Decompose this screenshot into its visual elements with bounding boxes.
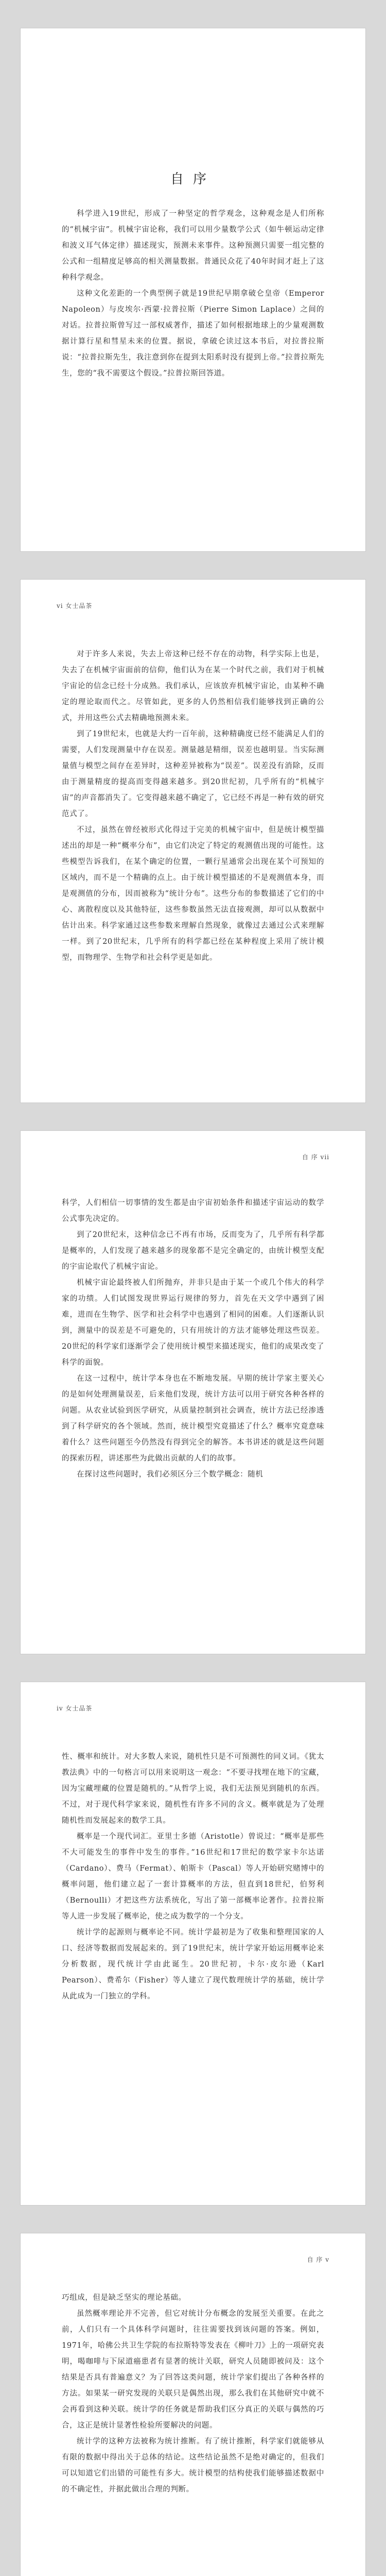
paragraph: 在这一过程中，统计学本身也在不断地发展。早期的统计学家主要关心的是如何处理测量误差，后来他们发现，统计方法可以用于研究各种各样的问题。从农业试验到医学研究，从质量控制到社会调查，统计方法已经渗透到了科学研究的各个领域。然而，统计模型究竟描述了什么？概率究竟意味着什么？这些问题至今仍然没有得到完全的解答。本书讲述的就是这些问题的探索历程，讲述那些为此做出贡献的人们的故事。 bbox=[62, 1375, 324, 1463]
page-1 bbox=[21, 28, 365, 551]
page-5 bbox=[21, 2233, 365, 2576]
page-2 bbox=[21, 580, 365, 1103]
page-4 bbox=[21, 1682, 365, 2205]
running-header: vi 女士品茶 bbox=[57, 602, 93, 609]
paragraph: 统计学的起源则与概率论不同。统计学最初是为了收集和整理国家的人口、经济等数据而发展起来的。到了19世纪末，统计学家开始运用概率论来分析数据，现代统计学由此诞生。20世纪初，卡尔·皮尔逊（Karl Pearson）、费希尔（Fisher）等人建立了现代数理统计学的基础，统计学从此成为一门独立的学科。 bbox=[62, 1928, 324, 2001]
page-5-body bbox=[62, 2290, 324, 2498]
paragraph: 到了19世纪末，也就是大约一百年前，这种精确度已经不能满足人们的需要，人们发现测量中存在误差。测量越是精细，误差也越明显。当实际测量值与模型之间存在差异时，这种差异被称为“误差”。误差没有消除，反而由于测量精度的提高而变得越来越多。到20世纪初，几乎所有的“机械宇宙”的声音都消失了。它变得越来越不确定了，它已经不再是一种有效的研究范式了。 bbox=[62, 730, 324, 818]
running-header: iv 女士品茶 bbox=[57, 1705, 93, 1712]
paragraph: 性、概率和统计。对大多数人来说，随机性只是不可预测性的同义词。《犹太教法典》中的一句格言可以用来说明这一观念：“不要寻找埋在地下的宝藏，因为宝藏埋藏的位置是随机的。”从哲学上说，我们无法预见到随机的东西。不过，对于现代科学家来说，随机性有许多不同的含义。概率就是为了处理随机性而发展起来的数学工具。 bbox=[62, 1753, 324, 1825]
page-2-body bbox=[62, 647, 324, 966]
running-header: 自 序 v bbox=[307, 2256, 329, 2263]
paragraph: 这种文化差距的一个典型例子就是19世纪早期拿破仑皇帝（Emperor Napoleon）与皮埃尔·西蒙·拉普拉斯（Pierre Simon Laplace）之间的对话。拉普拉斯曾写过一部权威著作，描述了如何根据地球上的少量观测数据计算行星和彗星未来的位置。据说，拿破仑读过这本书后，对拉普拉斯说：“拉普拉斯先生，我注意到你在提到太阳系时没有提到上帝。”拉普拉斯先生，您的“我不需要这个假设。”拉普拉斯回答道。 bbox=[62, 290, 324, 378]
paragraph: 概率是一个现代词汇。亚里士多德（Aristotle）曾说过：“概率是那些不大可能发生的事件中发生的事件。”16世纪和17世纪的数学家卡尔达诺（Cardano）、费马（Fermat）、帕斯卡（Pascal）等人开始研究赌博中的概率问题，他们建立起了一套计算概率的方法，但直到18世纪，伯努利（Bernoulli）才把这些方法系统化，写出了第一部概率论著作。拉普拉斯等人进一步发展了概率论，使之成为数学的一个分支。 bbox=[62, 1833, 324, 1921]
page-1-body bbox=[62, 206, 324, 382]
page-title: 自序 bbox=[170, 172, 216, 188]
paragraph: 统计学的这种方法被称为统计推断。有了统计推断，科学家们就能够从有限的数据中得出关于总体的结论。这些结论虽然不是绝对确定的，但我们可以知道它们出错的可能性有多大。统计模型的结构使我们能够描述数据中的不确定性，并据此做出合理的判断。 bbox=[62, 2437, 324, 2494]
page-3-body bbox=[62, 1195, 324, 1483]
paragraph: 机械宇宙论最终被人们所抛弃，并非只是由于某一个或几个伟大的科学家的功绩。人们试图发现世界运行规律的努力，首先在天文学中遇到了困难，进而在生物学、医学和社会科学中也遇到了相同的困难。人们逐渐认识到，测量中的误差是不可避免的，只有用统计的方法才能够处理这些误差。20世纪的科学家们逐渐学会了使用统计模型来描述现实，他们的成果改变了科学的面貌。 bbox=[62, 1279, 324, 1367]
paragraph: 虽然概率理论并不完善，但它对统计分布概念的发展至关重要。在此之前，人们只有一个具体科学问题时，往往需要找到该问题的答案。例如，1971年，哈佛公共卫生学院的布拉斯特等发表在《柳叶刀》上的一项研究表明，喝咖啡与下尿道癌患者有显著的统计关联，研究人员随即被问及：这个结果是否具有普遍意义？为了回答这类问题，统计学家们提出了各种各样的方法。如果某一研究发现的关联只是偶然出现，那么我们在其他研究中就不会再看到这种关联。统计学的任务就是帮助我们区分真正的关联与偶然的巧合，这正是统计显著性检验所要解决的问题。 bbox=[62, 2310, 324, 2430]
paragraph: 对于许多人来说，失去上帝这种已经不存在的动物，科学实际上也是，失去了在机械宇宙面前的信仰，他们认为在某一个时代之前，我们对于机械宇宙论的信念已经十分成熟。我们承认，应该放弃机械宇宙论，由某种不确定的理论取而代之。尽管如此，更多的人仍然相信我们能够找到正确的公式，并用这些公式去精确地预测未来。 bbox=[62, 650, 324, 722]
page-4-body bbox=[62, 1749, 324, 2005]
paragraph: 到了20世纪末，这种信念已不再有市场，反而变为了，几乎所有科学都是概率的，人们发现了越来越多的现象都不是完全确定的，由统计模型支配的宇宙论取代了机械宇宙论。 bbox=[62, 1231, 324, 1271]
paragraph: 科学进入19世纪，形成了一种坚定的哲学观念，这种观念是人们所称的“机械宇宙”。机械宇宙论称，我们可以用少量数学公式（如牛顿运动定律和波义耳气体定律）描述现实，预测未来事件。这种预测只需要一组完整的公式和一组精度足够高的相关测量数据。普通民众花了40年时间才赶上了这种科学观念。 bbox=[62, 210, 324, 282]
running-header: 自 序 vii bbox=[302, 1154, 329, 1161]
paragraph: 巧组成，但是缺乏坚实的理论基础。 bbox=[62, 2294, 186, 2302]
page-3 bbox=[21, 1131, 365, 1654]
paragraph: 在探讨这些问题时，我们必须区分三个数学概念：随机 bbox=[77, 1470, 264, 1479]
paragraph: 科学，人们相信一切事情的发生都是由宇宙初始条件和描述宇宙运动的数学公式事先决定的。 bbox=[62, 1199, 324, 1223]
paragraph: 不过，虽然在曾经被形式化得过于完美的机械宇宙中，但是统计模型描述出的却是一种“概率分布”，由它们决定了特定的观测值出现的可能性。这些模型告诉我们，在某个确定的位置，一颗行星通常会出现在某个可预知的区域内，而不是一个精确的点上。由于统计模型描述的不是观测值本身，而是观测值的分布，因而被称为“统计分布”。这些分布的参数描述了它们的中心、离散程度以及其他特征，这些参数虽然无法直接观测，却可以从数据中估计出来。科学家通过这些参数来理解自然现象，就像过去通过公式来理解一样。到了20世纪末，几乎所有的科学都已经在某种程度上采用了统计模型，而物理学、生物学和社会科学更是如此。 bbox=[62, 826, 324, 962]
